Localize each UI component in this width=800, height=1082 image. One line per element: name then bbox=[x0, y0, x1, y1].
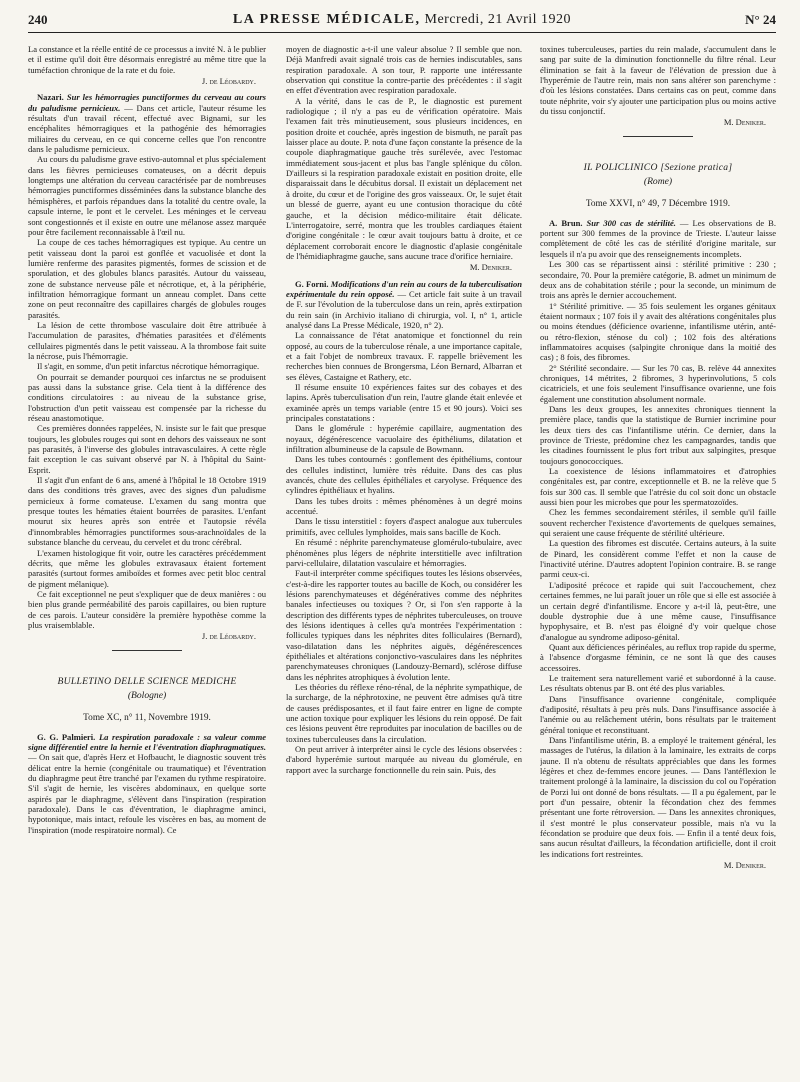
paragraph: La connaissance de l'état anatomique et fonctionnel du rein opposé, au cours de la tuberculose rénale, a une importance capitale, et a fait l'objet de nombreux travaux. F. rappelle brièvement les recherches bien connues de Brongersma, Léon Bernard, Albarran et ses élèves, Castaigne et Rathery, etc. bbox=[286, 330, 522, 382]
paragraph: On pourrait se demander pourquoi ces infarctus ne se produisent pas aussi dans la substance grise. Cela tient à la différence des conditions circulatoires : au niveau de la substance grise, l'obstruction d'un petit vaisseau est compensée par la richesse du réseau anastomotique. bbox=[28, 371, 266, 424]
article-title: Sur 300 cas de stérilité. bbox=[586, 217, 676, 228]
paragraph: La lésion de cette thrombose vasculaire doit être attribuée à l'accumulation de parasites, d'hématies parasitées et d'éléments cellulaires pigmentés dans le petit vaisseau. A la thrombose fait suite la nécrose, puis l'hémorragie. bbox=[28, 319, 266, 361]
journal-section-title: IL POLICLINICO [Sezione pratica] bbox=[583, 161, 733, 173]
paragraph: L'examen histologique fit voir, outre les caractères précédemment décrits, que même les globules extravasaux étaient fortement parasités (surtout formes amiboïdes et formes avec petit bloc central de pigment mélanique). bbox=[28, 547, 266, 589]
paragraph: La constance et la réelle entité de ce processus a invité N. à le publier et il estime qu'il doit être désormais enregistré au même titre que la tuméfaction chronique de la rate et du foie. bbox=[28, 44, 266, 75]
paragraph: Dans l'insuffisance ovarienne congénitale, compliquée d'adiposité, résultats à peu près nuls. Dans l'insuffisance associée à l'anémie ou au relâchement utérin, bons résultats par le traitement général tonique et reconstituant. bbox=[540, 693, 776, 735]
journal-section-city: (Bologne) bbox=[127, 689, 167, 701]
article-nazari: Nazari. Sur les hémorragies punctiformes du cerveau au cours du paludisme pernicieux. — Dans cet article, l'auteur résume les résultats d'un travail récent, effectué avec Bignami, sur les encéphalites hémorragiques et la pathogénie des hémorragies miliaires du cerveau, en ce qui concerne celles que l'on rencontre dans le paludisme pernicieux. bbox=[28, 92, 266, 155]
article-title: Sur les hémorragies punctiformes du cerveau au cours du paludisme pernicieux. bbox=[28, 92, 266, 113]
article-author: G. G. Palmieri. bbox=[37, 731, 96, 742]
paragraph: Les 300 cas se répartissent ainsi : stérilité primitive : 230 ; secondaire, 70. Pour la première catégorie, B. admet un minimum de deux ans de cohabitation stérile ; pour la seconde, un minimum de trois ans après le dernier accouchement. bbox=[540, 259, 776, 301]
paragraph: Il s'agit, en somme, d'un petit infarctus nécrotique hémorragique. bbox=[37, 361, 260, 372]
paragraph: Le traitement sera naturellement varié et subordonné à la cause. Les résultats obtenus par B. ont été des plus variables. bbox=[540, 672, 776, 694]
paragraph: 2° Stérilité secondaire. — Sur les 70 cas, B. relève 44 annexites chroniques, 14 métrites, 2 fibromes, 3 hyperinvolutions, 5 cols cicatriciels, et une fois seulement l'insuffisance ovarienne, une fois également une constitution absolument normale. bbox=[540, 362, 776, 404]
article-palmieri: G. G. Palmieri. La respiration paradoxale : sa valeur comme signe différentiel entre la hernie et l'éventration diaphragmatiques. — On sait que, d'après Herz et Hofbaucht, le diagnostic souvent très délicat entre la hernie (congénitale ou traumatique) et l'éventration du diaphragme peut être tranché par l'examen du rythme respiratoire. S'il s'agit de hernie, les viscères abdominaux, en quelque sorte aspirés par le diaphragme, s'élèvent dans l'inspiration (respiration paradoxale). Dans le cas d'éventration, le diaphragme aminci, hypotonique, mais intact, refoule les viscères en bas, au moment de l'inspiration (mode respiratoire normal). Ce bbox=[28, 731, 266, 835]
signature: J. de Léobardy. bbox=[201, 76, 256, 87]
issue-date: Mercredi, 21 Avril 1920 bbox=[424, 12, 572, 27]
paragraph: En résumé : néphrite parenchymateuse glomérulo-tubulaire, avec phénomènes plus légers de néphrite interstitielle avec infiltration parvi-cellulaire, dilatation vasculaire et hémorragies. bbox=[286, 537, 522, 568]
section-divider bbox=[112, 650, 182, 651]
column-middle bbox=[286, 44, 522, 1074]
article-author: G. Forni. bbox=[295, 278, 329, 289]
paragraph: Chez les femmes secondairement stériles, il semble qu'il faille souvent rechercher l'existence d'avortements de quelques semaines, qui seraient une cause fréquente de stérilité ultérieure. bbox=[540, 507, 776, 539]
journal-name: LA PRESSE MÉDICALE, bbox=[232, 12, 421, 27]
paragraph: La question des fibromes est discutée. Certains auteurs, à la suite de Pinard, les considèrent comme l'effet et non la cause de l'inactivité utérine. D'autres adoptent l'opinion contraire. B. se range parmi ceux-ci. bbox=[540, 538, 776, 580]
article-brun: A. Brun. Sur 300 cas de stérilité. — Les observations de B. portent sur 300 femmes de la province de Trieste. L'auteur laisse complètement de côté les cas de stérilité d'origine maritale, sur lesquels il n'a pu avoir que des renseignements incomplets. bbox=[540, 217, 776, 259]
paragraph: Ce fait exceptionnel ne peut s'expliquer que de deux manières : ou bien plus grande perméabilité des parois capillaires, ou bien rupture de ces parois. L'auteur considère la première hypothèse comme la plus vraisemblable. bbox=[28, 588, 266, 630]
paragraph: toxines tuberculeuses, parties du rein malade, s'accumulent dans le sang par suite de la diminution fonctionnelle du filtre rénal. Leur élimination se fait à la faveur de l'élévation de pression due à l'hyperémie de l'autre rein, mais non sans altérer son parenchyme : d'où les lésions constatées. Dans certains cas on peut, comme dans toute néphrite, voir s'y ajouter une participation plus ou moins active du tissu conjonctif. bbox=[540, 44, 776, 117]
paragraph: Dans le glomérule : hyperémie capillaire, augmentation des noyaux, dégénérescence vacuolaire des épithéliums, dilatation et infiltration albumineuse de la capsule de Bowmann. bbox=[286, 423, 522, 455]
paragraph: Dans le tissu interstitiel : foyers d'aspect analogue aux tubercules primitifs, avec cellules lymphoïdes, mais sans bacille de Koch. bbox=[286, 516, 522, 537]
article-author: A. Brun. bbox=[549, 217, 583, 228]
section-divider bbox=[623, 136, 693, 137]
running-title bbox=[28, 12, 776, 28]
paragraph: Dans les tubes contournés : gonflement des épithéliums, contour des cellules indistinct, lumière très réduite. Dans des cas plus avancés, chute des cellules épithéliales et caryolyse. Fréquence des cylindres épithéliaux et hyalins. bbox=[286, 454, 522, 496]
journal-section-meta: Tome XC, n° 11, Novembre 1919. bbox=[83, 713, 211, 724]
paragraph: La coupe de ces taches hémorragiques est typique. Au centre un petit vaisseau dont la paroi est gonflée et vacuolisée et dont la lumière renferme des parasites pigmentés, formes de scission et de sporulation, et des globules blancs parasités. Autour du vaisseau, zone de substance nerveuse pâle et nécrotique, et, à la périphérie, infiltration hémorragique formant un anneau complet. Dans cette zone on peut reconnaître des capillaires chargés de globules rouges parasités. bbox=[28, 237, 266, 320]
paragraph: La coexistence de lésions inflammatoires et d'atrophies congénitales est, par contre, exceptionnelle et B. ne la relève que 5 fois sur 300 cas. Il semble que l'atrésie du col soit donc un obstacle aussi bien pour les microbes que pour les spermatozoïdes. bbox=[540, 466, 776, 508]
paragraph: Quant aux déficiences périnéales, au reflux trop rapide du sperme, à l'absence d'orgasme féminin, ce ne sont là que des causes accessoires. bbox=[540, 641, 776, 673]
paragraph: moyen de diagnostic a-t-il une valeur absolue ? Il semble que non. Déjà Manfredi avait signalé trois cas de hernies indiscutables, sans respiration paradoxale. A son tour, P. rapporte une intéressante observation qui constitue la contre-partie des précédentes : il s'agit en effet d'éventration avec respiration paradoxale. bbox=[286, 44, 522, 96]
journal-section-meta: Tome XXVI, n° 49, 7 Décembre 1919. bbox=[585, 199, 731, 210]
article-title: La respiration paradoxale : sa valeur comme signe différentiel entre la hernie et l'éventration diaphragmatiques. bbox=[28, 731, 266, 752]
paragraph: A la vérité, dans le cas de P., le diagnostic est purement radiologique ; il n'y a pas eu de vérification opératoire. Mais l'examen fait très minutieusement, sous plusieurs incidences, en position droite et couchée, après ingestion de bismuth, ne paraît pas laisser place au doute. P. nota d'une façon constante la présence de la coupole diaphragmatique gauche très surélevée, avec l'estomac immédiatement sous-jacent et plus bas l'angle splénique du côlon. D'ailleurs si la respiration paradoxale existait en position droite, elle disparaissait dans le décubitus dorsal. Il existait un déplacement net à droite, du cœur et de l'origine des gros vaisseaux. Or, le sujet était un blessé de guerre, ayant eu une contusion thoracique du côté gauche, et la décision médico-militaire était délicate. L'interrogatoire, serré, montra que les troubles cardiaques étaient d'origine congénitale : le cœur avait toujours battu à droite, et ce déplacement corroborait encore le diagnostic d'aplasie congénitale de l'hémidiaphragme gauche, sans aucune trace d'orifice herniaire. bbox=[286, 95, 522, 261]
paragraph: 1° Stérilité primitive. — 35 fois seulement les organes génitaux étaient normaux ; 107 fois il y avait des altérations congénitales plus ou moins étendues (déficience ovarienne, infantilisme utérin, anté- ou rétro-flexion, sténose du col) ; 102 fois des altérations inflammatoires acquises (salpingite chronique dans la moitié des cas) ; 8 fois, des fibromes. bbox=[540, 300, 776, 363]
article-author: Nazari. bbox=[37, 92, 64, 103]
page-header bbox=[28, 10, 776, 33]
paragraph: On peut arriver à interpréter ainsi le cycle des lésions observées : d'abord hyperémie surtout marquée au niveau du glomérule, en rapport avec la surcharge fonctionnelle du rein sain. Puis, des bbox=[286, 744, 522, 775]
paragraph: Il résume ensuite 10 expériences faites sur des cobayes et des lapins. Après tuberculisation d'un rein, l'autre glande était enlevée et examinée après un temps variable (entre 15 et 90 jours). Voici ses principales constatations : bbox=[286, 382, 522, 424]
paragraph: L'adiposité précoce et rapide qui suit l'accouchement, chez certaines femmes, ne lui paraît jouer un rôle que si elle est associée à un certain degré d'infantilisme. Encore y a-t-il là, peut-être, une double dystrophie due à une même cause, l'insuffisance hypophysaire, et B. n'est pas éloigné d'y voir quelque chose d'analogue au syndrome adiposo-génital. bbox=[540, 579, 776, 642]
paragraph: Ces premières données rappelées, N. insiste sur le fait que presque toujours, les globules rouges qui sont en dehors des vaisseaux ne sont pas parasités, à l'inverse des globules intravasculaires. A cette règle fait exception le cas suivant observé par N. à l'hôpital du Saint-Esprit. bbox=[28, 423, 266, 475]
journal-section-title: BULLETINO DELLE SCIENCE MEDICHE bbox=[57, 675, 237, 687]
signature: M. Deniker. bbox=[723, 117, 766, 128]
signature: M. Deniker. bbox=[469, 262, 512, 273]
signature: M. Deniker. bbox=[723, 860, 766, 871]
paragraph: Dans les tubes droits : mêmes phénomènes à un degré moins accentué. bbox=[286, 495, 522, 517]
paragraph: Faut-il interpréter comme spécifiques toutes les lésions observées, c'est-à-dire les rapporter toutes au bacille de Koch, ou considérer les lésions parenchymateuses et dégénératives comme des néphrites banales infectieuses ou toxiques ? Or, si l'on s'en rapporte à la description des différents types de néphrites tuberculeuses, on trouve des lésions identiques à celles qu'a montrées l'expérimentation : follicules typiques dans les néphrites dites folliculaires (Bernard), vaso-dilatation dans les néphrites aiguës, dégénérescences épithéliales et altérations conjonctivo-vasculaires dans les néphrites parenchymateuses chroniques (Landouzy-Bernard), sclérose diffuse dans les néphrites atrophiques à évolution lente. bbox=[286, 568, 522, 682]
journal-section-city: (Rome) bbox=[643, 176, 673, 188]
article-forni: G. Forni. Modifications d'un rein au cours de la tuberculisation expérimentale du rein opposé. — Cet article fait suite à un travail de F. sur l'évolution de la tuberculose dans un rein, après extirpation du rein sain (in Archivio italiano di chirurgia, vol. I, n° 1, article analysé dans La Presse Médicale, 1920, n° 2). bbox=[286, 278, 522, 330]
paragraph: Dans les deux groupes, les annexites chroniques tiennent la première place, tandis que la statistique de Burnier incrimine pour les deux tiers des cas l'infantilisme utérin. Ce dernier, dans la province de Trieste, prédomine chez les campagnardes, tandis que les citadines fournissent le plus fort tribut aux salpingites, presque toujours gonococciques. bbox=[540, 403, 776, 466]
paragraph: Dans l'infantilisme utérin, B. a employé le traitement général, les massages de l'utérus, la dilation à la laminaire, les extraits de corps jaune. Il n'a obtenu de résultats appréciables que dans les formes légères et chez de-femmes encore jeunes. — Dans l'antéflexion le traitement prolongé à la laminaire, la discission du col ou l'opération de Porzi lui ont donné de bons résultats. — Il a pu également, par le port d'un pessaire, obtenir la fécondation chez des femmes présentant une forte rétroversion. — Dans les annexites chroniques, il s'est montré le plus conservateur possible, mais n'a vu la fécondation se produire que deux fois. — Enfin il a tenté deux fois, sans aucun résultat d'ailleurs, la fécondation artificielle, dont il croit les indications fort restreintes. bbox=[540, 734, 776, 859]
column-left bbox=[28, 44, 266, 1074]
column-right bbox=[540, 44, 776, 1074]
paragraph: Au cours du paludisme grave estivo-automnal et plus spécialement dans les fièvres pernicieuses comateuses, on a décrit depuis longtemps une altération du cerveau caractérisée par de nombreuses hémorragies punctiformes disséminées dans la substance blanche des hémisphères, et parfois répandues dans la totalité du centre ovale, la capsule interne, le pont et le cervelet. Les méninges et le cerveau sont congestionnés et il existe en outre une mélanose assez marquée pour être facilement reconnaissable à l'œil nu. bbox=[28, 154, 266, 237]
page-number: 240 bbox=[28, 12, 48, 27]
paragraph: Il s'agit d'un enfant de 6 ans, amené à l'hôpital le 18 Octobre 1919 dans des conditions très graves, avec des signes d'un paludisme pernicieux à forme comateuse. L'examen du sang montra que presque toutes les hématies étaient bourrées de parasites. L'enfant mourut six heures après son entrée et l'autopsie révéla d'innombrables hémorragies punctiformes sous-arachnoïdales de la substance blanche du cerveau, du cervelet et du tronc cérébral. bbox=[28, 475, 266, 548]
signature: J. de Léobardy. bbox=[201, 631, 256, 642]
article-title: Modifications d'un rein au cours de la tuberculisation expérimentale du rein opposé. bbox=[286, 278, 522, 299]
paragraph: Les théories du réflexe réno-rénal, de la néphrite sympathique, de la surcharge, de la néphrotoxine, ne peuvent être admises qu'à titre de causes prédisposantes, et il faut faire entrer en ligne de compte une action toxique pour expliquer les lésions du rein opposé. De fait ces lésions peuvent être reproduites par inoculation de bacilles ou de toxines tuberculeuses dans la circulation. bbox=[286, 681, 522, 744]
issue-number: N° 24 bbox=[745, 12, 776, 27]
